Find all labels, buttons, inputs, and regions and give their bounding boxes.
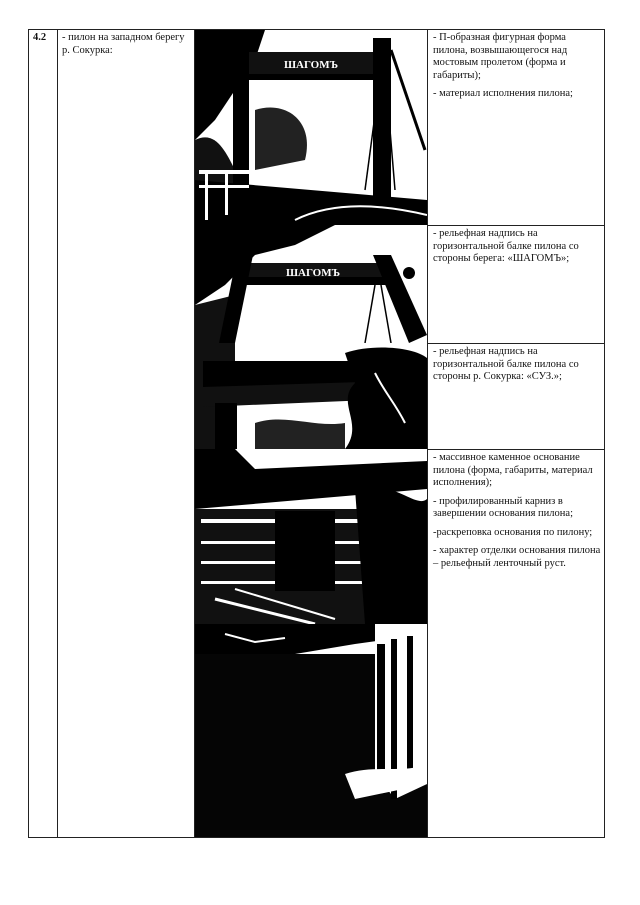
column-divider [57, 30, 58, 837]
sign-text: ШАГОМЪ [283, 59, 339, 71]
pylon-photo-3 [195, 343, 427, 449]
feature-item: - профилированный карниз в завершении основания пилона; [433, 495, 573, 519]
feature-item: - рельефная надпись на горизонтальной балке пилона со стороны берега: «ШАГОМЪ»; [433, 228, 579, 264]
pylon-photo-5 [195, 624, 427, 837]
pylon-photo-2 [195, 225, 427, 343]
feature-item: - характер отделки основания пилона – рельефный ленточный руст. [433, 545, 601, 569]
row-number: 4.2 [33, 32, 47, 43]
column-divider [427, 30, 428, 837]
object-description: - пилон на западном берегу р. Сокурка: [62, 32, 185, 56]
row-divider [427, 225, 604, 226]
feature-item: -раскреповка основания по пилону; [433, 526, 593, 538]
pylon-photo-1 [195, 30, 427, 225]
pylon-photo-4 [195, 449, 427, 624]
features-cell-1 [433, 32, 603, 107]
feature-item: - массивное каменное основание пилона (форма, габариты, материал исполнения); [433, 452, 593, 488]
features-cell-4 [433, 452, 603, 576]
heritage-table [28, 29, 605, 838]
features-cell-2 [433, 228, 603, 272]
row-divider [427, 449, 604, 450]
row-divider [427, 343, 604, 344]
feature-item: - рельефная надпись на горизонтальной балке пилона со стороны р. Сокурка: «СУЗ.»; [433, 346, 579, 382]
sign-text: ШАГОМЪ [285, 267, 341, 279]
feature-item: - материал исполнения пилона; [433, 88, 573, 99]
feature-item: - П-образная фигурная форма пилона, возвышающегося над мостовым пролетом (форма и габариты); [433, 32, 568, 81]
features-cell-3 [433, 346, 603, 390]
